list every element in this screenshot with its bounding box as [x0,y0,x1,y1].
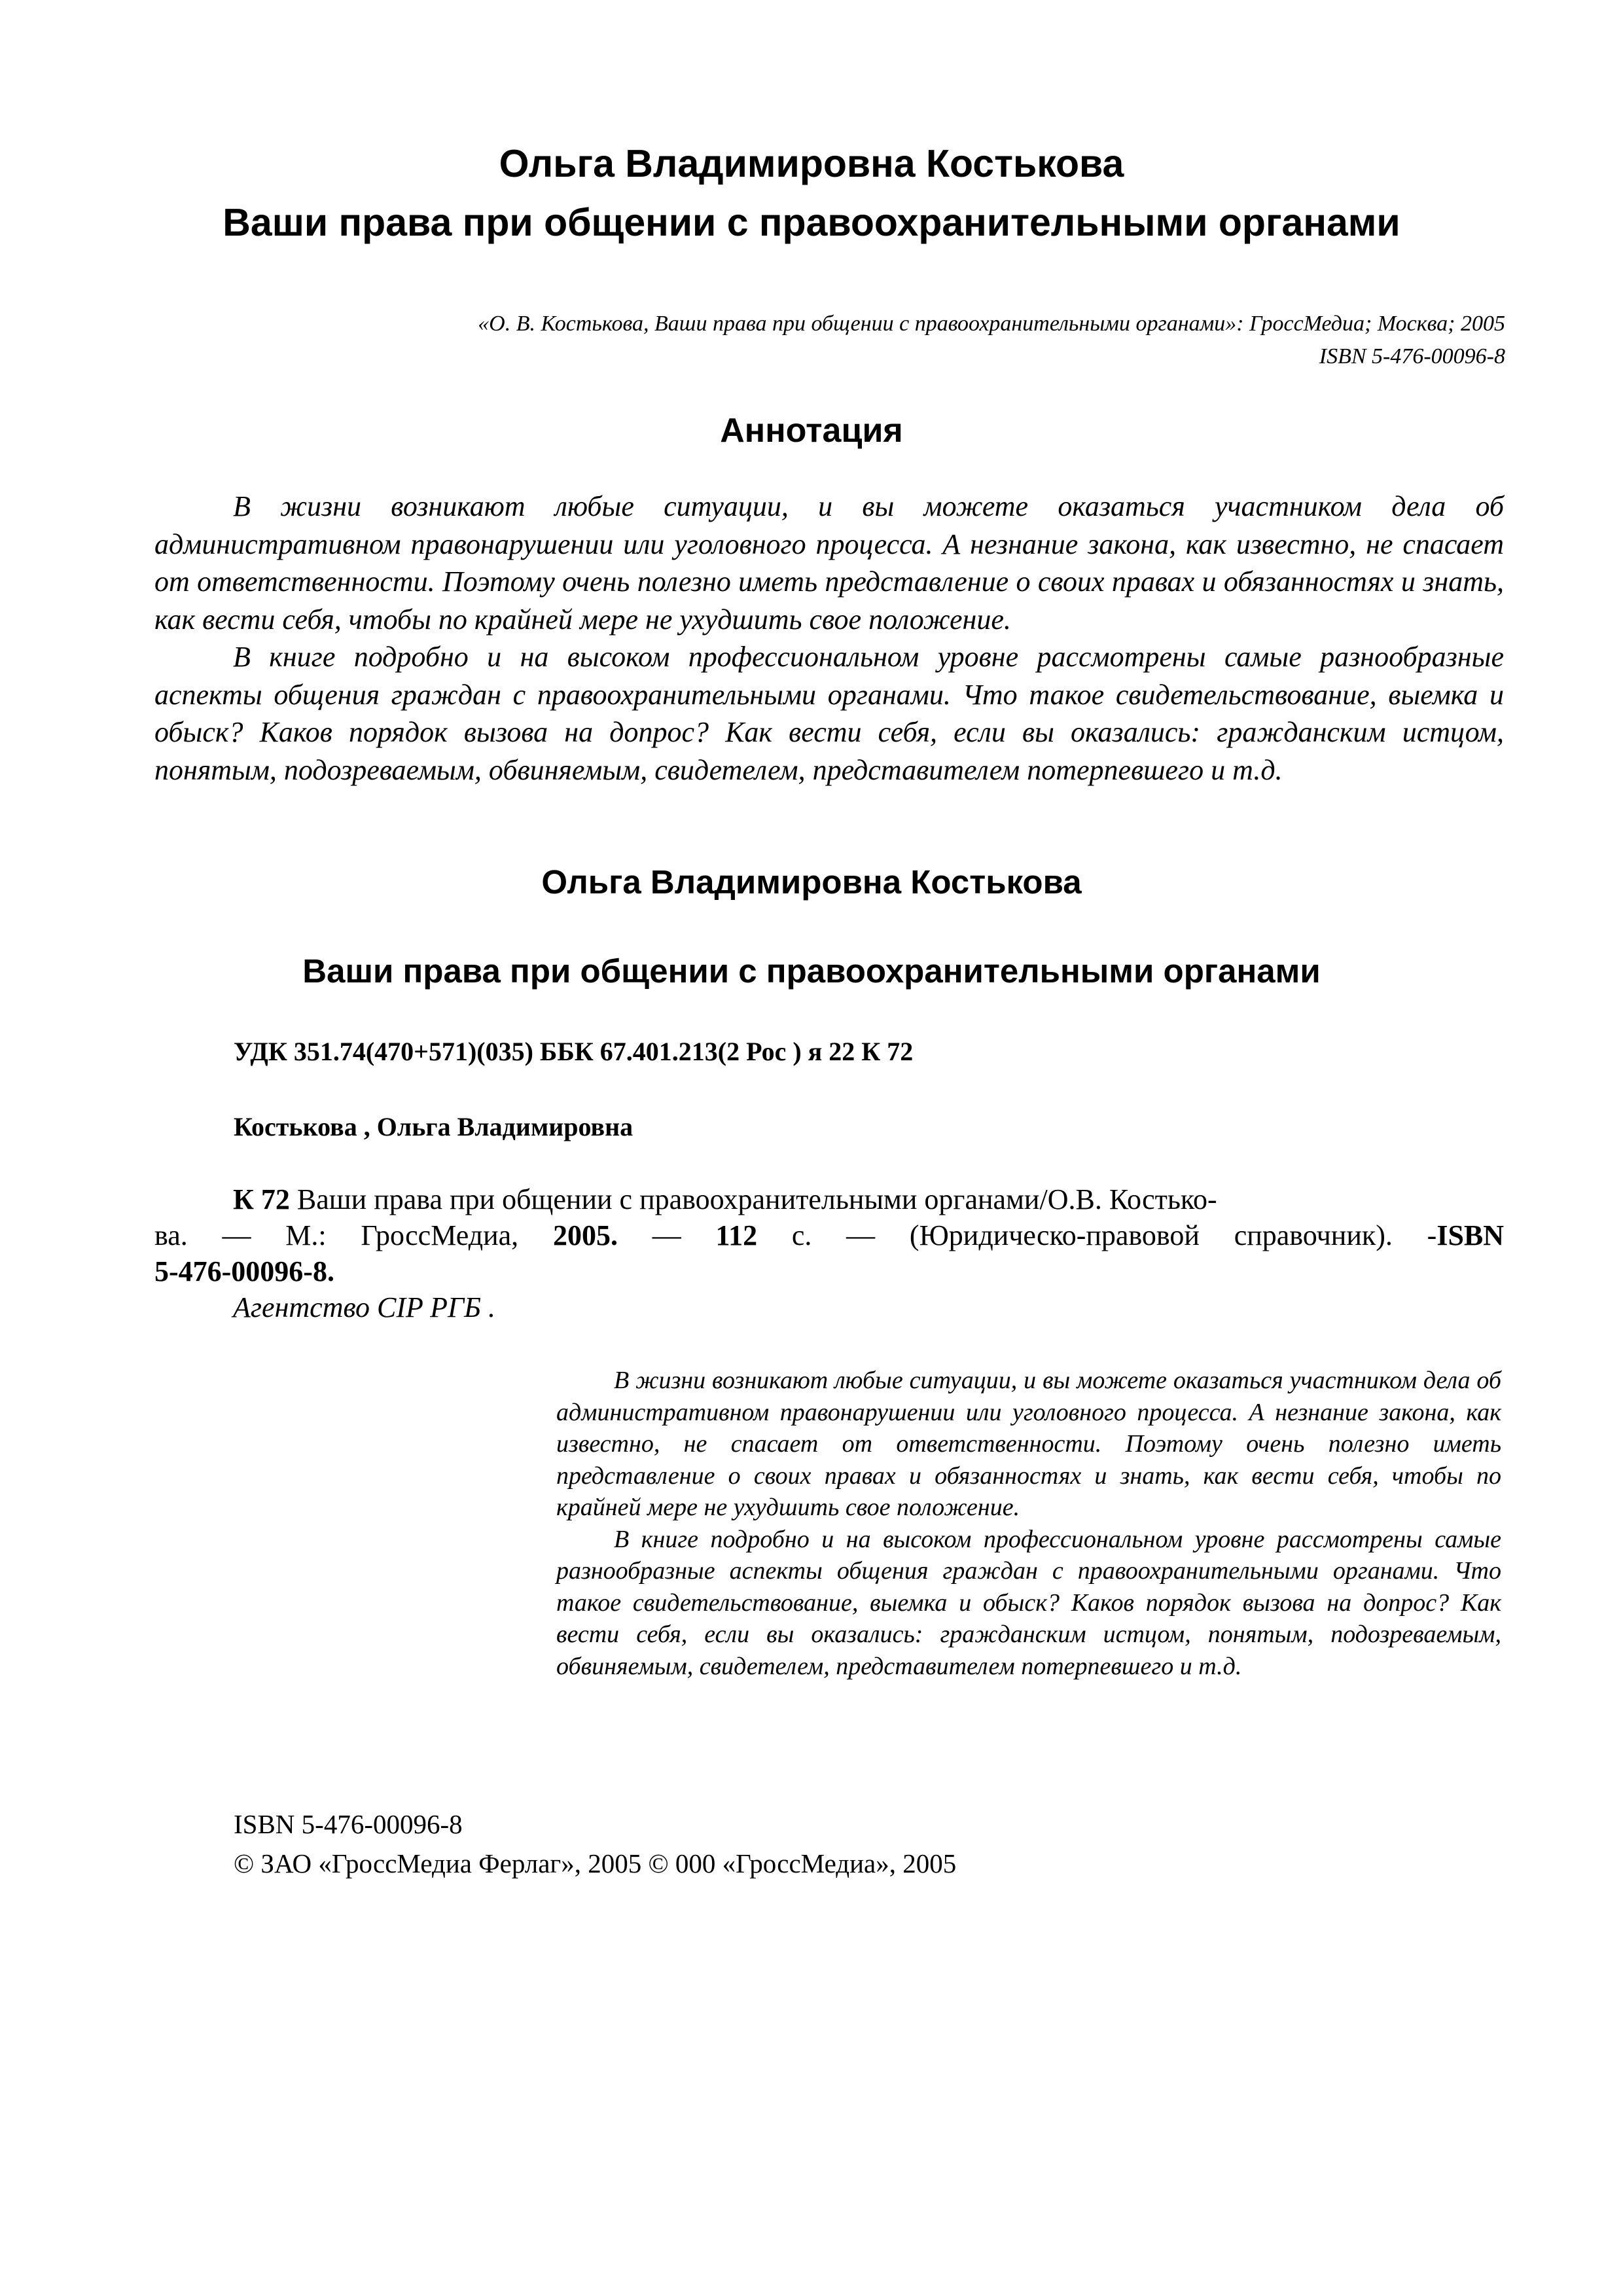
book-author: Ольга Владимировна Костькова [541,863,1082,901]
abstract-paragraph: В книге подробно и на высоком профессиональном уровне рассмотрены самые разнообразные аспекты общения граждан с правоохранительными органами. Что такое свидетельствование, выемка и обыск? Каков порядок вызова на допрос? Как вести себя, если вы оказались: гражданским истцом, понятым, подозреваемым, обвиняемым, свидетелем, представителем потерпевшего и т.д. [556,1525,1501,1680]
citation-isbn: ISBN 5-476-00096-8 [1319,344,1505,368]
catalog-line [154,1181,1504,1217]
catalog-isbn-label: ISBN [1436,1219,1505,1251]
annotation-heading: Аннотация [720,412,903,450]
catalog-author-entry: Костькова , Ольга Владимировна [234,1112,633,1141]
annotation-paragraph: В книге подробно и на высоком профессиональном уровне рассмотрены самые разнообразные аспекты общения граждан с правоохранительными органами. Что такое свидетельствование, выемка и обыск? Каков порядок вызова на допрос? Как вести себя, если вы оказались: гражданским истцом, понятым, подозреваемым, обвиняемым, свидетелем, представителем потерпевшего и т.д. [154,641,1504,786]
footer-isbn: ISBN 5-476-00096-8 [234,1809,463,1839]
annotation-paragraph: В жизни возникают любые ситуации, и вы можете оказаться участником дела об административном правонарушении или уголовного процесса. А незнание закона, как известно, не спасает от ответственности. Поэтому очень полезно иметь представление о своих правах и обязанностях и знать, как вести себя, чтобы по крайней мере не ухудшить свое положение. [154,490,1504,636]
catalog-publisher: ва. — М.: ГроссМедиа, [154,1219,519,1251]
book-author-heading: Ольга Владимировна Костькова [499,142,1124,185]
book-title: Ваши права при общении с правоохранительными органами [302,952,1321,990]
annotation-body [154,488,1504,789]
catalog-agency: Агентство CIP РГБ . [233,1291,495,1323]
citation-block [118,308,1505,373]
catalog-pages: 112 [715,1219,758,1251]
abstract-paragraph: В жизни возникают любые ситуации, и вы можете оказаться участником дела об административном правонарушении или уголовного процесса. А незнание закона, как известно, не спасает от ответственности. Поэтому очень полезно иметь представление о своих правах и обязанностях и знать, как вести себя, чтобы по крайней мере не ухудшить свое положение. [556,1367,1501,1521]
catalog-record [154,1181,1504,1325]
book-title-heading: Ваши права при общении с правоохранительными органами [223,201,1400,244]
citation-reference: «О. В. Костькова, Ваши права при общении с правоохранительными органами»: ГроссМедиа; Москва; 2005 [478,312,1505,336]
catalog-dash: — [652,1219,681,1251]
catalog-code: К 72 [233,1183,290,1215]
catalog-line [154,1217,1504,1253]
catalog-isbn-number: 5-476-00096-8. [154,1255,334,1287]
footer-copyright: © ЗАО «ГроссМедиа Ферлаг», 2005 © 000 «ГроссМедиа», 2005 [234,1848,957,1878]
catalog-series: с. — (Юридическо-правовой справочник). - [791,1219,1437,1251]
abstract-block [556,1365,1501,1682]
catalog-line [154,1253,1504,1289]
catalog-year: 2005. [552,1219,618,1251]
catalog-title-text: Ваши права при общении с правоохранительными органами/О.В. Костько- [296,1183,1217,1215]
udk-bbk-line: УДК 351.74(470+571)(035) ББК 67.401.213(2 Рос ) я 22 К 72 [234,1037,914,1066]
title-block [118,134,1505,252]
